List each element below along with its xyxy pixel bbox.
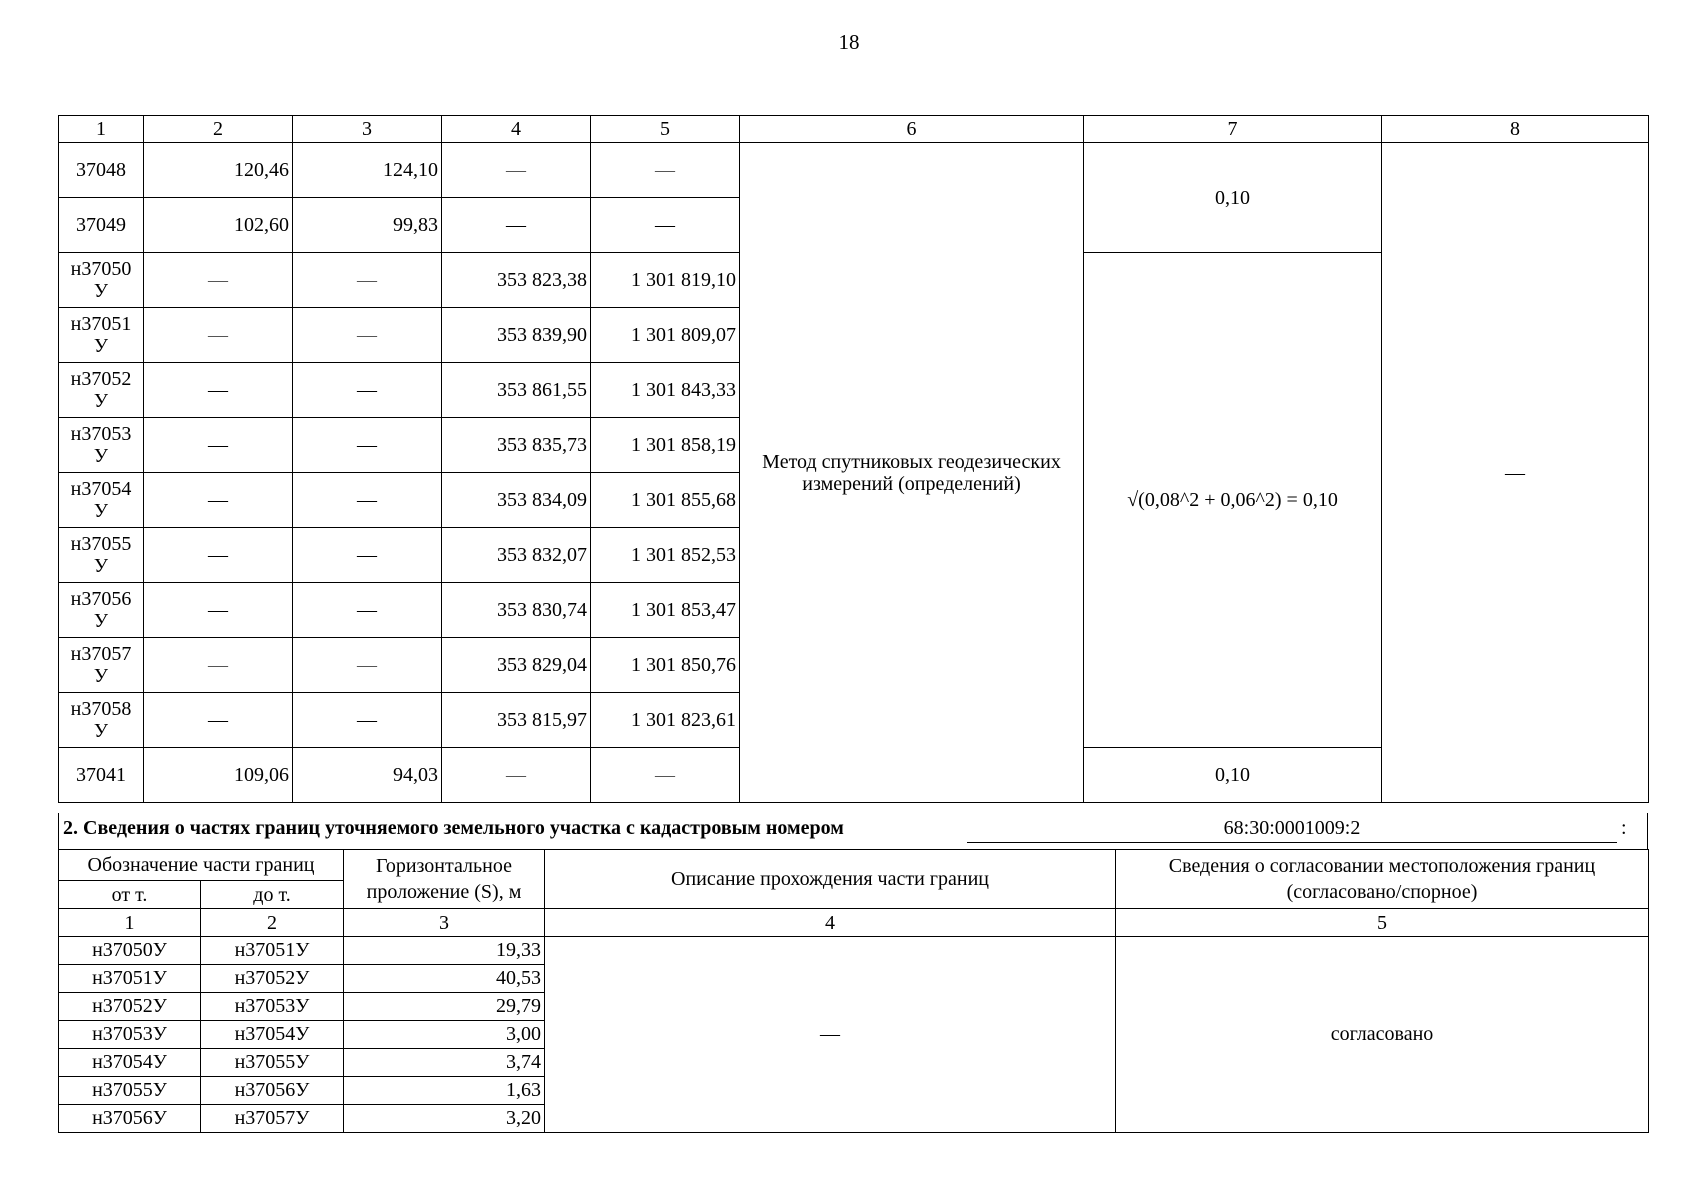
old-x: — (144, 253, 293, 308)
old-x: — (144, 473, 293, 528)
table-row (59, 937, 1649, 965)
accuracy-cell: 0,10 (1084, 143, 1382, 253)
new-x: 353 829,04 (442, 638, 591, 693)
table-row (59, 143, 1649, 198)
from-point: н37050У (59, 937, 201, 965)
old-y: — (293, 528, 442, 583)
old-x: — (144, 418, 293, 473)
old-x: 102,60 (144, 198, 293, 253)
old-x: — (144, 583, 293, 638)
old-x: — (144, 363, 293, 418)
header-cell: 6 (740, 116, 1084, 143)
old-y: — (293, 363, 442, 418)
new-x: 353 835,73 (442, 418, 591, 473)
cadastral-underline (967, 842, 1617, 843)
col8-cell: — (1382, 143, 1649, 803)
new-x: 353 832,07 (442, 528, 591, 583)
from-point: н37053У (59, 1021, 201, 1049)
old-y: 94,03 (293, 748, 442, 803)
page-number: 18 (838, 30, 860, 54)
header-cell: 4 (442, 116, 591, 143)
from-point: н37051У (59, 965, 201, 993)
accuracy-cell: 0,10 (1084, 748, 1382, 803)
new-x: 353 830,74 (442, 583, 591, 638)
section-2-title: 2. Сведения о частях границ уточняемого земельного участка с кадастровым номером (63, 817, 844, 839)
section-2-colon: : (1621, 817, 1627, 839)
header-cell: 3 (344, 909, 545, 937)
agreement-cell: согласовано (1116, 937, 1649, 1133)
table-header-row (59, 116, 1649, 143)
point-name: н37053 У (59, 418, 144, 473)
header-cell: 5 (591, 116, 740, 143)
new-x: — (442, 143, 591, 198)
point-name: н37058 У (59, 693, 144, 748)
from-header: от т. (59, 881, 201, 909)
point-name: 37049 (59, 198, 144, 253)
new-y: 1 301 855,68 (591, 473, 740, 528)
new-y: — (591, 198, 740, 253)
header-cell: 8 (1382, 116, 1649, 143)
distance: 3,00 (344, 1021, 545, 1049)
header-cell: 2 (201, 909, 344, 937)
to-point: н37054У (201, 1021, 344, 1049)
to-point: н37052У (201, 965, 344, 993)
header-cell: 4 (545, 909, 1116, 937)
old-y: 124,10 (293, 143, 442, 198)
distance: 1,63 (344, 1077, 545, 1105)
old-y: — (293, 253, 442, 308)
old-x: — (144, 693, 293, 748)
distance: 29,79 (344, 993, 545, 1021)
point-name: н37057 У (59, 638, 144, 693)
point-name: н37056 У (59, 583, 144, 638)
old-y: — (293, 693, 442, 748)
old-y: — (293, 583, 442, 638)
old-x: 120,46 (144, 143, 293, 198)
header-cell: 1 (59, 909, 201, 937)
old-y: — (293, 308, 442, 363)
header-cell: 1 (59, 116, 144, 143)
point-name: н37055 У (59, 528, 144, 583)
to-point: н37055У (201, 1049, 344, 1077)
method-line: измерений (определений) (802, 472, 1021, 495)
point-name: н37051 У (59, 308, 144, 363)
to-header: до т. (201, 881, 344, 909)
to-point: н37057У (201, 1105, 344, 1133)
distance: 19,33 (344, 937, 545, 965)
point-name: 37041 (59, 748, 144, 803)
new-x: — (442, 198, 591, 253)
new-x: 353 815,97 (442, 693, 591, 748)
to-point: н37051У (201, 937, 344, 965)
method-cell (740, 143, 1084, 803)
part-designation-header: Обозначение части границ (59, 850, 344, 881)
boundary-points-table (58, 115, 1649, 803)
new-y: 1 301 823,61 (591, 693, 740, 748)
description-cell: — (545, 937, 1116, 1133)
table-header-row (59, 850, 1649, 881)
old-x: — (144, 638, 293, 693)
from-point: н37056У (59, 1105, 201, 1133)
old-y: — (293, 638, 442, 693)
new-y: 1 301 843,33 (591, 363, 740, 418)
new-x: 353 861,55 (442, 363, 591, 418)
cadastral-number: 68:30:0001009:2 (1223, 817, 1361, 839)
new-y: 1 301 853,47 (591, 583, 740, 638)
agreement-header: Сведения о согласовании местоположения границ (согласовано/спорное) (1116, 850, 1649, 909)
old-y: — (293, 418, 442, 473)
point-name: 37048 (59, 143, 144, 198)
from-point: н37052У (59, 993, 201, 1021)
distance: 3,74 (344, 1049, 545, 1077)
new-y: 1 301 858,19 (591, 418, 740, 473)
new-x: 353 839,90 (442, 308, 591, 363)
boundary-parts-table (58, 849, 1649, 1133)
new-x: 353 834,09 (442, 473, 591, 528)
new-y: 1 301 819,10 (591, 253, 740, 308)
old-x: 109,06 (144, 748, 293, 803)
from-point: н37054У (59, 1049, 201, 1077)
table-header-row (59, 909, 1649, 937)
new-y: 1 301 852,53 (591, 528, 740, 583)
point-name: н37050 У (59, 253, 144, 308)
new-y: — (591, 748, 740, 803)
new-y: 1 301 809,07 (591, 308, 740, 363)
accuracy-formula-cell: √(0,08^2 + 0,06^2) = 0,10 (1084, 253, 1382, 748)
new-x: — (442, 748, 591, 803)
new-x: 353 823,38 (442, 253, 591, 308)
to-point: н37056У (201, 1077, 344, 1105)
header-cell: 2 (144, 116, 293, 143)
new-y: — (591, 143, 740, 198)
old-y: — (293, 473, 442, 528)
section-2-header (58, 813, 1648, 849)
header-cell: 7 (1084, 116, 1382, 143)
description-header: Описание прохождения части границ (545, 850, 1116, 909)
header-cell: 5 (1116, 909, 1649, 937)
from-point: н37055У (59, 1077, 201, 1105)
old-x: — (144, 528, 293, 583)
distance: 3,20 (344, 1105, 545, 1133)
horizontal-distance-header: Горизонтальное проложение (S), м (344, 850, 545, 909)
method-line: Метод спутниковых геодезических (762, 450, 1061, 473)
new-y: 1 301 850,76 (591, 638, 740, 693)
old-y: 99,83 (293, 198, 442, 253)
to-point: н37053У (201, 993, 344, 1021)
point-name: н37052 У (59, 363, 144, 418)
header-cell: 3 (293, 116, 442, 143)
distance: 40,53 (344, 965, 545, 993)
point-name: н37054 У (59, 473, 144, 528)
old-x: — (144, 308, 293, 363)
